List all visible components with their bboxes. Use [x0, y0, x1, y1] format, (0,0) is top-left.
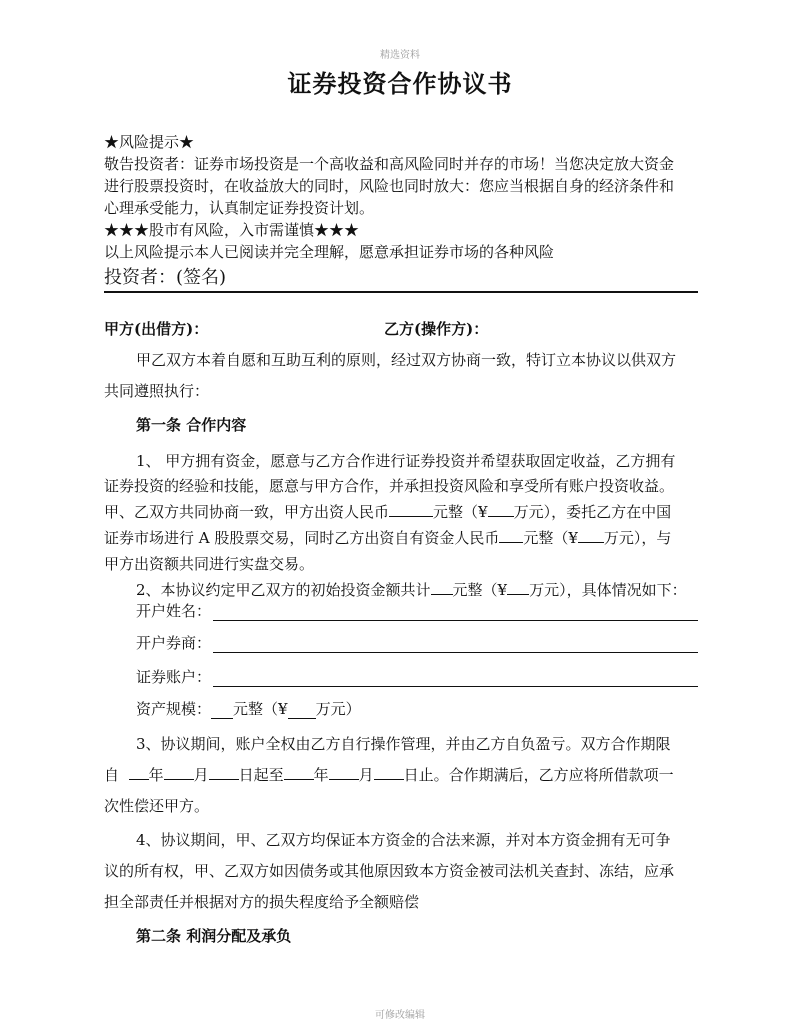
account-name-label: 开户姓名： [136, 602, 212, 620]
day-to-label: 日起至 [238, 766, 284, 784]
footer-watermark: 可修改编辑 [375, 1010, 425, 1021]
amount-a-blank[interactable] [389, 502, 433, 517]
total-amount-blank[interactable] [431, 580, 453, 595]
asset-scale-unit: 元整（¥ [233, 700, 288, 718]
field-row-scale [136, 698, 698, 719]
risk-line-2: 进行股票投资时，在收益放大的同时，风险也同时放大：您应当根据自身的经济条件和 [104, 177, 675, 195]
clause-1-line-5: 甲方出资额共同进行实盘交易。 [104, 555, 315, 573]
field-row-account [136, 666, 698, 687]
clause-4-line-3: 担全部责任并根据对方的损失程度给予全额赔偿 [104, 893, 420, 911]
clause-2-line [136, 579, 736, 600]
securities-account-field[interactable] [213, 670, 698, 687]
account-name-field[interactable] [213, 604, 698, 621]
start-month-blank[interactable] [164, 765, 194, 780]
end-month-blank[interactable] [329, 765, 359, 780]
clause-1-line-2: 证券投资的经验和技能，愿意与甲方合作，并承担投资风险和享受所有账户投资收益。 [104, 477, 675, 495]
start-day-blank[interactable] [209, 765, 239, 780]
clause-2-c: 万元），具体情况如下： [529, 581, 687, 599]
clause-4-line-1: 4、协议期间，甲、乙双方均保证本方资金的合法来源，并对本方资金拥有无可争 [136, 831, 671, 849]
party-a-label: 甲方(出借方)： [104, 320, 209, 338]
clause-2-a: 2、本协议约定甲乙双方的初始投资金额共计 [136, 581, 431, 599]
investor-signature-label: 投资者：(签名) [104, 267, 227, 288]
asset-scale-end: 万元） [315, 700, 361, 718]
document-title: 证券投资合作协议书 [287, 69, 513, 98]
amount-b-wan-blank[interactable] [578, 528, 604, 543]
risk-notice [104, 131, 704, 263]
clause-3-dates [104, 764, 704, 785]
month-label-2: 月 [358, 766, 374, 784]
month-label-1: 月 [193, 766, 209, 784]
year-label-2: 年 [313, 766, 329, 784]
asset-scale-wan-blank[interactable] [288, 704, 316, 719]
clause-1-line-3-c: 万元），委托乙方在中国 [513, 503, 672, 521]
asset-scale-blank[interactable] [211, 704, 233, 719]
intro-line-2: 共同遵照执行： [104, 382, 210, 400]
securities-account-label: 证券账户： [136, 668, 212, 686]
risk-line-1: 敬告投资者：证券市场投资是一个高收益和高风险同时并存的市场！当您决定放大资金 [104, 155, 675, 173]
clause-1-line-4-b: 元整（¥ [523, 529, 578, 547]
clause-1-line-4 [104, 527, 704, 548]
intro-line-1: 甲乙双方本着自愿和互助互利的原则，经过双方协商一致，特订立本协议以供双方 [136, 351, 677, 369]
clause-3-line-3: 次性偿还甲方。 [104, 797, 210, 815]
risk-heading: ★风险提示★ [104, 133, 195, 151]
field-row-broker [136, 632, 698, 653]
clause-1-line-3 [104, 501, 704, 522]
asset-scale-label: 资产规模： [136, 700, 212, 718]
clause-1-line-3-a: 甲、乙双方共同协商一致，甲方出资人民币 [104, 503, 390, 521]
clause-3-line-1: 3、协议期间，账户全权由乙方自行操作管理，并由乙方自负盈亏。双方合作期限 [136, 735, 671, 753]
clause-1-line-4-c: 万元），与 [603, 529, 672, 547]
risk-slogan: ★★★股市有风险，入市需谨慎★★★ [104, 221, 360, 239]
risk-acknowledgement: 以上风险提示本人已阅读并完全理解，愿意承担证券市场的各种风险 [104, 243, 555, 261]
field-row-name [136, 600, 698, 621]
clause-2-b: 元整（¥ [452, 581, 508, 599]
party-b-label: 乙方(操作方)： [384, 320, 489, 338]
day-end-label: 日止。合作期满后，乙方应将所借款项一 [403, 766, 674, 784]
amount-a-wan-blank[interactable] [488, 502, 514, 517]
end-year-blank[interactable] [284, 765, 314, 780]
broker-label: 开户券商： [136, 634, 212, 652]
start-year-blank[interactable] [129, 765, 149, 780]
total-wan-blank[interactable] [507, 580, 529, 595]
clause-1-line-4-a: 证券市场进行 A 股股票交易，同时乙方出资自有资金人民币 [104, 529, 500, 547]
clause-1-line-3-b: 元整（¥ [433, 503, 488, 521]
clause-4-line-2: 议的所有权，甲、乙双方如因债务或其他原因致本方资金被司法机关查封、冻结，应承 [104, 862, 675, 880]
risk-line-3: 心理承受能力，认真制定证券投资计划。 [104, 199, 375, 217]
broker-field[interactable] [213, 636, 698, 653]
header-watermark: 精选资料 [380, 50, 420, 61]
year-label-1: 年 [148, 766, 164, 784]
signature-divider [104, 291, 698, 293]
article-1-title: 第一条 合作内容 [136, 416, 247, 434]
amount-b-blank[interactable] [499, 528, 523, 543]
date-from-label: 自 [104, 766, 120, 784]
article-2-title: 第二条 利润分配及承负 [136, 927, 292, 945]
clause-1-line-1: 1、 甲方拥有资金，愿意与乙方合作进行证券投资并希望获取固定收益，乙方拥有 [136, 452, 676, 470]
end-day-blank[interactable] [374, 765, 404, 780]
